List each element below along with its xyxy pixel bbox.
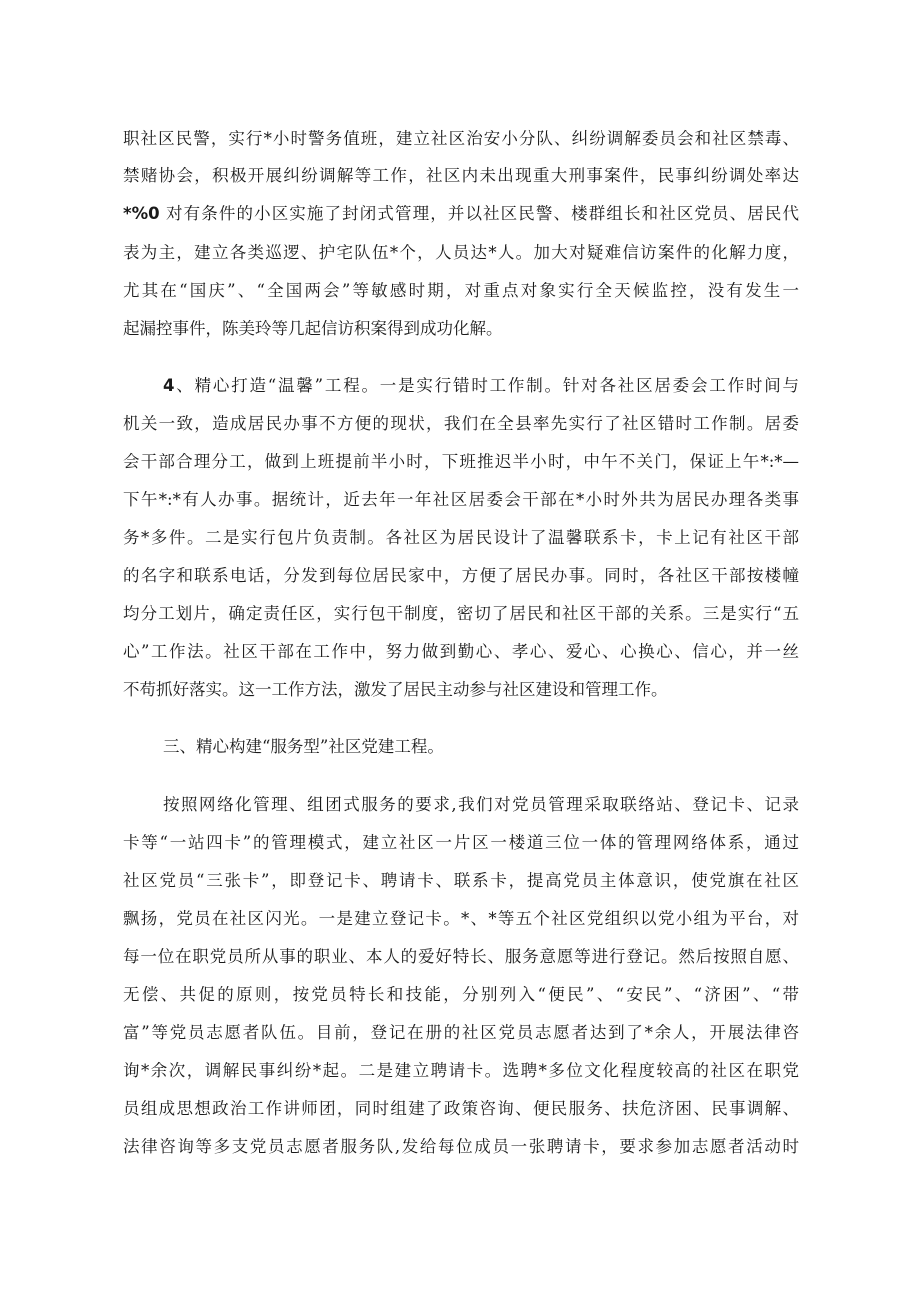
paragraph-1-line-6: 起漏控事件，陈美玲等几起信访积案得到成功化解。 [123, 319, 503, 338]
paragraph-2-line-1-text: 、精心打造“温馨”工程。一是实行错时工作制。针对各社区居委会工作时间与 [174, 376, 799, 395]
paragraph-1-line-1: 职社区民警，实行*小时警务值班，建立社区治安小分队、纠纷调解委员会和社区禁毒、 [123, 129, 799, 148]
paragraph-1-line-3 [123, 204, 799, 224]
paragraph-2-line-3: 会干部合理分工，做到上班提前半小时，下班推迟半小时，中午不关门，保证上午*:*— [123, 452, 799, 471]
paragraph-2-line-1 [163, 376, 799, 396]
item-number: 4 [163, 376, 175, 395]
paragraph-1-line-2: 禁赌协会，积极开展纠纷调解等工作，社区内未出现重大刑事案件，民事纠纷调处率达 [123, 166, 799, 185]
paragraph-1-line-3-text: 对有条件的小区实施了封闭式管理，并以社区民警、楼群组长和社区党员、居民代 [166, 204, 799, 223]
paragraph-3-line-1: 按照网络化管理、组团式服务的要求,我们对党员管理采取联络站、登记卡、记录 [163, 795, 799, 814]
paragraph-1-line-4: 表为主，建立各类巡逻、护宅队伍*个，人员达*人。加大对疑难信访案件的化解力度， [123, 243, 799, 262]
paragraph-3-line-8: 询*余次，调解民事纠纷*起。二是建立聘请卡。选聘*多位文化程度较高的社区在职党 [123, 1061, 799, 1080]
paragraph-2-line-2: 机关一致，造成居民办事不方便的现状，我们在全县率先实行了社区错时工作制。居委 [123, 414, 799, 433]
paragraph-3-line-2: 卡等“一站四卡”的管理模式，建立社区一片区一楼道三位一体的管理网络体系，通过 [123, 833, 799, 852]
paragraph-3-line-4: 飘扬，党员在社区闪光。一是建立登记卡。*、*等五个社区党组织以党小组为平台，对 [123, 909, 799, 928]
paragraph-2-line-7: 均分工划片，确定责任区，实行包干制度，密切了居民和社区干部的关系。三是实行“五 [123, 604, 799, 623]
paragraph-3-line-5: 每一位在职党员所从事的职业、本人的爱好特长、服务意愿等进行登记。然后按照自愿、 [123, 947, 799, 966]
paragraph-3-line-9: 员组成思想政治工作讲师团，同时组建了政策咨询、便民服务、扶危济困、民事调解、 [123, 1099, 799, 1118]
section-heading: 三、精心构建“服务型”社区党建工程。 [163, 737, 444, 756]
paragraph-2-line-6: 的名字和联系电话，分发到每位居民家中，方便了居民办事。同时，各社区干部按楼幢 [123, 566, 799, 585]
rate-value: *%0 [123, 204, 160, 223]
paragraph-3-line-3: 社区党员“三张卡”，即登记卡、聘请卡、联系卡，提高党员主体意识，使党旗在社区 [123, 871, 799, 890]
paragraph-2-line-4: 下午*:*有人办事。据统计，近去年一年社区居委会干部在*小时外共为居民办理各类事 [123, 490, 799, 509]
paragraph-3-line-10: 法律咨询等多支党员志愿者服务队,发给每位成员一张聘请卡，要求参加志愿者活动时 [123, 1137, 799, 1156]
paragraph-3-line-7: 富”等党员志愿者队伍。目前，登记在册的社区党员志愿者达到了*余人，开展法律咨 [123, 1023, 799, 1042]
paragraph-2-line-5: 务*多件。二是实行包片负责制。各社区为居民设计了温馨联系卡，卡上记有社区干部 [123, 528, 799, 547]
paragraph-2-line-8: 心”工作法。社区干部在工作中，努力做到勤心、孝心、爱心、心换心、信心，并一丝 [123, 642, 799, 661]
paragraph-2-line-9: 不苟抓好落实。这一工作方法，激发了居民主动参与社区建设和管理工作。 [123, 680, 668, 699]
paragraph-1-line-5: 尤其在“国庆”、“全国两会”等敏感时期，对重点对象实行全天候监控，没有发生一 [123, 281, 799, 300]
paragraph-3-line-6: 无偿、共促的原则，按党员特长和技能，分别列入“便民”、“安民”、“济困”、“带 [123, 985, 799, 1004]
